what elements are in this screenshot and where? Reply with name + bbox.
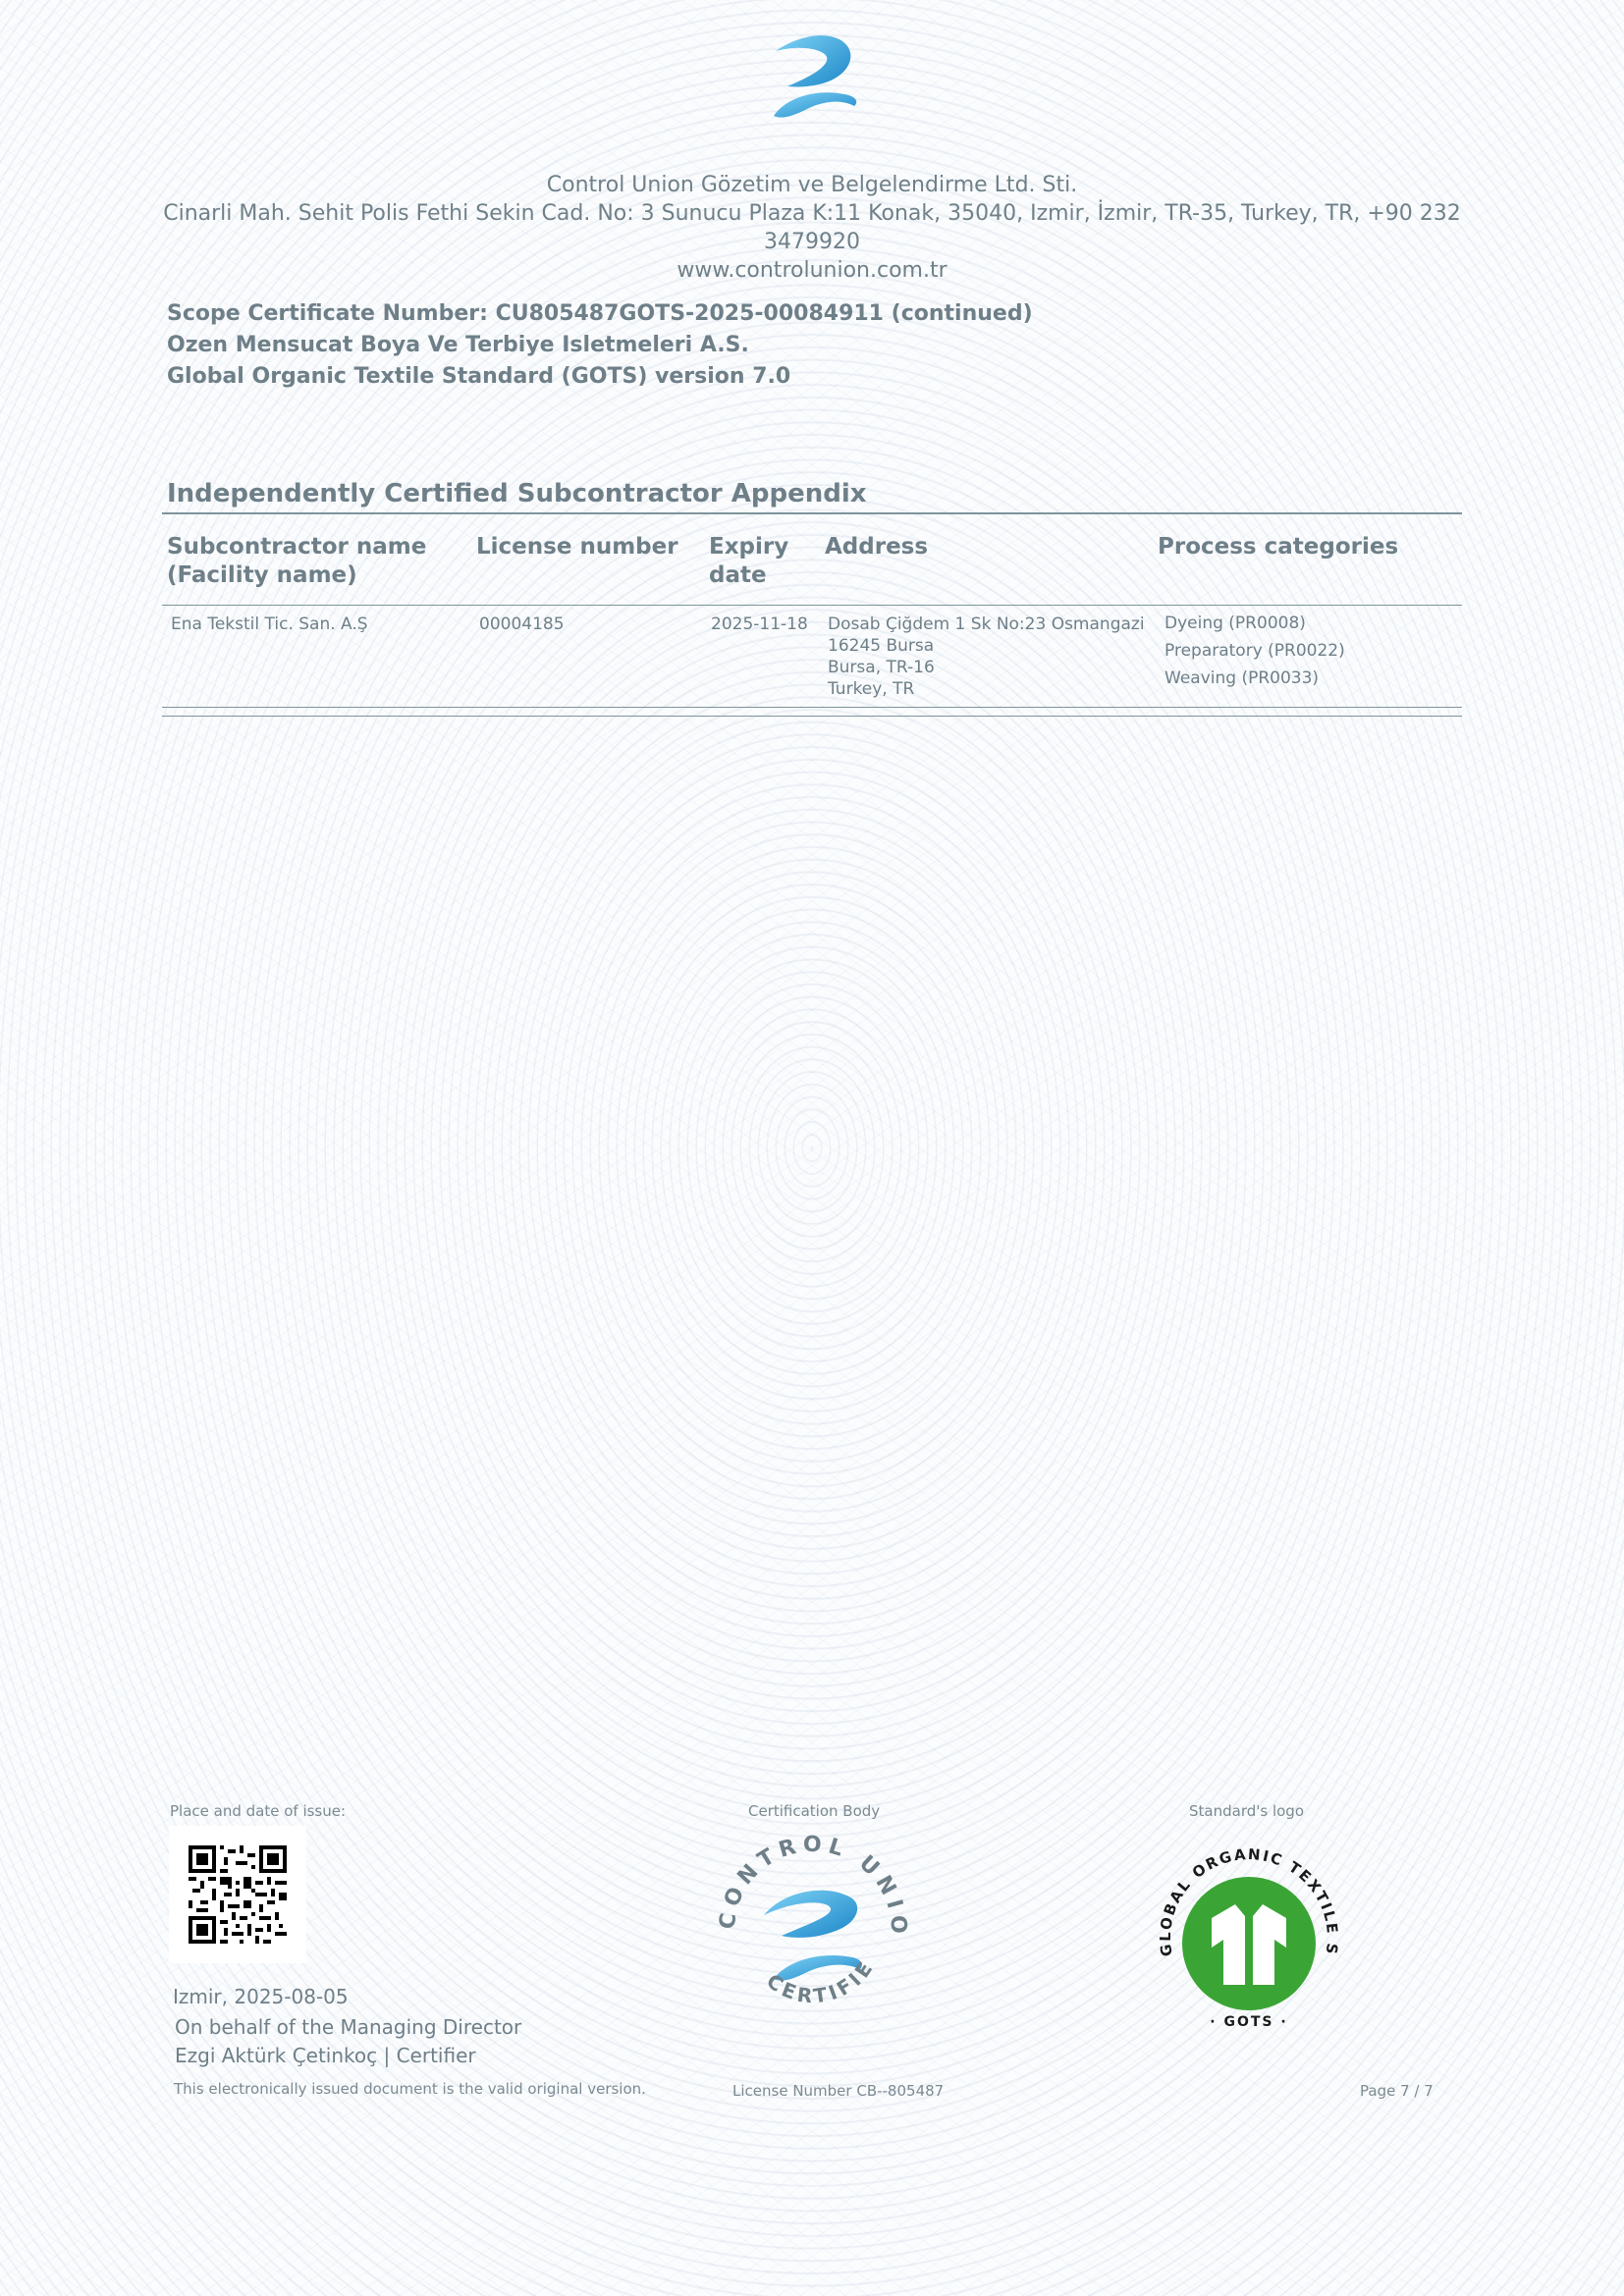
expiry-date: 2025-11-18 <box>711 614 808 634</box>
page-number: Page 7 / 7 <box>1360 2082 1434 2100</box>
control-union-logo-icon <box>766 29 864 128</box>
place-and-date: Izmir, 2025-08-05 <box>173 1985 349 2008</box>
qr-code-icon <box>189 1845 287 1944</box>
gots-logo-icon <box>1151 1838 1347 2034</box>
issuer-address-continued: 3479920 <box>764 230 860 254</box>
column-header-expiry-date: Expiry date <box>709 534 789 588</box>
place-date-label: Place and date of issue: <box>170 1802 347 1820</box>
table-header-rule <box>162 605 1462 606</box>
license-number-footer: License Number CB--805487 <box>732 2082 945 2100</box>
license-number: 00004185 <box>479 614 565 634</box>
scope-info <box>167 298 1033 393</box>
scope-certificate-number: Scope Certificate Number: CU805487GOTS-2025-00084911 (continued) <box>167 301 1033 326</box>
on-behalf-text: On behalf of the Managing Director <box>175 2015 522 2039</box>
issuer-address: Cinarli Mah. Sehit Polis Fethi Sekin Cad. No: 3 Sunucu Plaza K:11 Konak, 35040, Izmir, İzmir, TR-35, Turkey, TR, +90 232 <box>163 201 1461 226</box>
table-bottom-rule-double <box>162 716 1462 717</box>
column-header-subcontractor-name: Subcontractor name (Facility name) <box>167 534 427 588</box>
issuer-website: www.controlunion.com.tr <box>677 258 947 283</box>
qr-code[interactable] <box>169 1826 306 1963</box>
appendix-title: Independently Certified Subcontractor Appendix <box>167 479 867 508</box>
certification-body-label: Certification Body <box>748 1802 881 1820</box>
disclaimer-text: This electronically issued document is the valid original version. <box>174 2080 646 2098</box>
issuer-company: Control Union Gözetim ve Belgelendirme Ltd. Sti. <box>546 173 1078 197</box>
standard-name: Global Organic Textile Standard (GOTS) version 7.0 <box>167 364 791 389</box>
process-categories: Dyeing (PR0008) Preparatory (PR0022) Weaving (PR0033) <box>1164 614 1345 688</box>
subcontractor-address: Dosab Çiğdem 1 Sk No:23 Osmangazi 16245 Bursa Bursa, TR-16 Turkey, TR <box>828 614 1145 699</box>
table-bottom-rule <box>162 707 1462 708</box>
appendix-title-rule <box>162 512 1462 514</box>
column-header-address: Address <box>825 534 929 560</box>
certified-company-name: Ozen Mensucat Boya Ve Terbiye Isletmeleri A.S. <box>167 333 749 357</box>
control-union-certified-seal-icon <box>705 1822 921 2038</box>
svg-text:CONTROL UNION: CONTROL UNIO <box>715 1832 911 1941</box>
standard-logo-label: Standard's logo <box>1189 1802 1304 1820</box>
svg-text:GLOBAL ORGANIC TEXTILE STANDAR: GLOBAL ORGANIC TEXTILE S <box>1156 1844 1342 1958</box>
svg-text:CERTIFIED: CERTIFIE <box>762 1953 880 2008</box>
subcontractor-name: Ena Tekstil Tic. San. A.Ş <box>171 614 368 634</box>
column-header-process-categories: Process categories <box>1158 534 1399 560</box>
issuer-header <box>0 171 1624 285</box>
signatory-name: Ezgi Aktürk Çetinkoç | Certifier <box>175 2044 476 2067</box>
column-header-license-number: License number <box>476 534 678 560</box>
svg-text:· GOTS ·: · GOTS · <box>1210 2014 1288 2030</box>
